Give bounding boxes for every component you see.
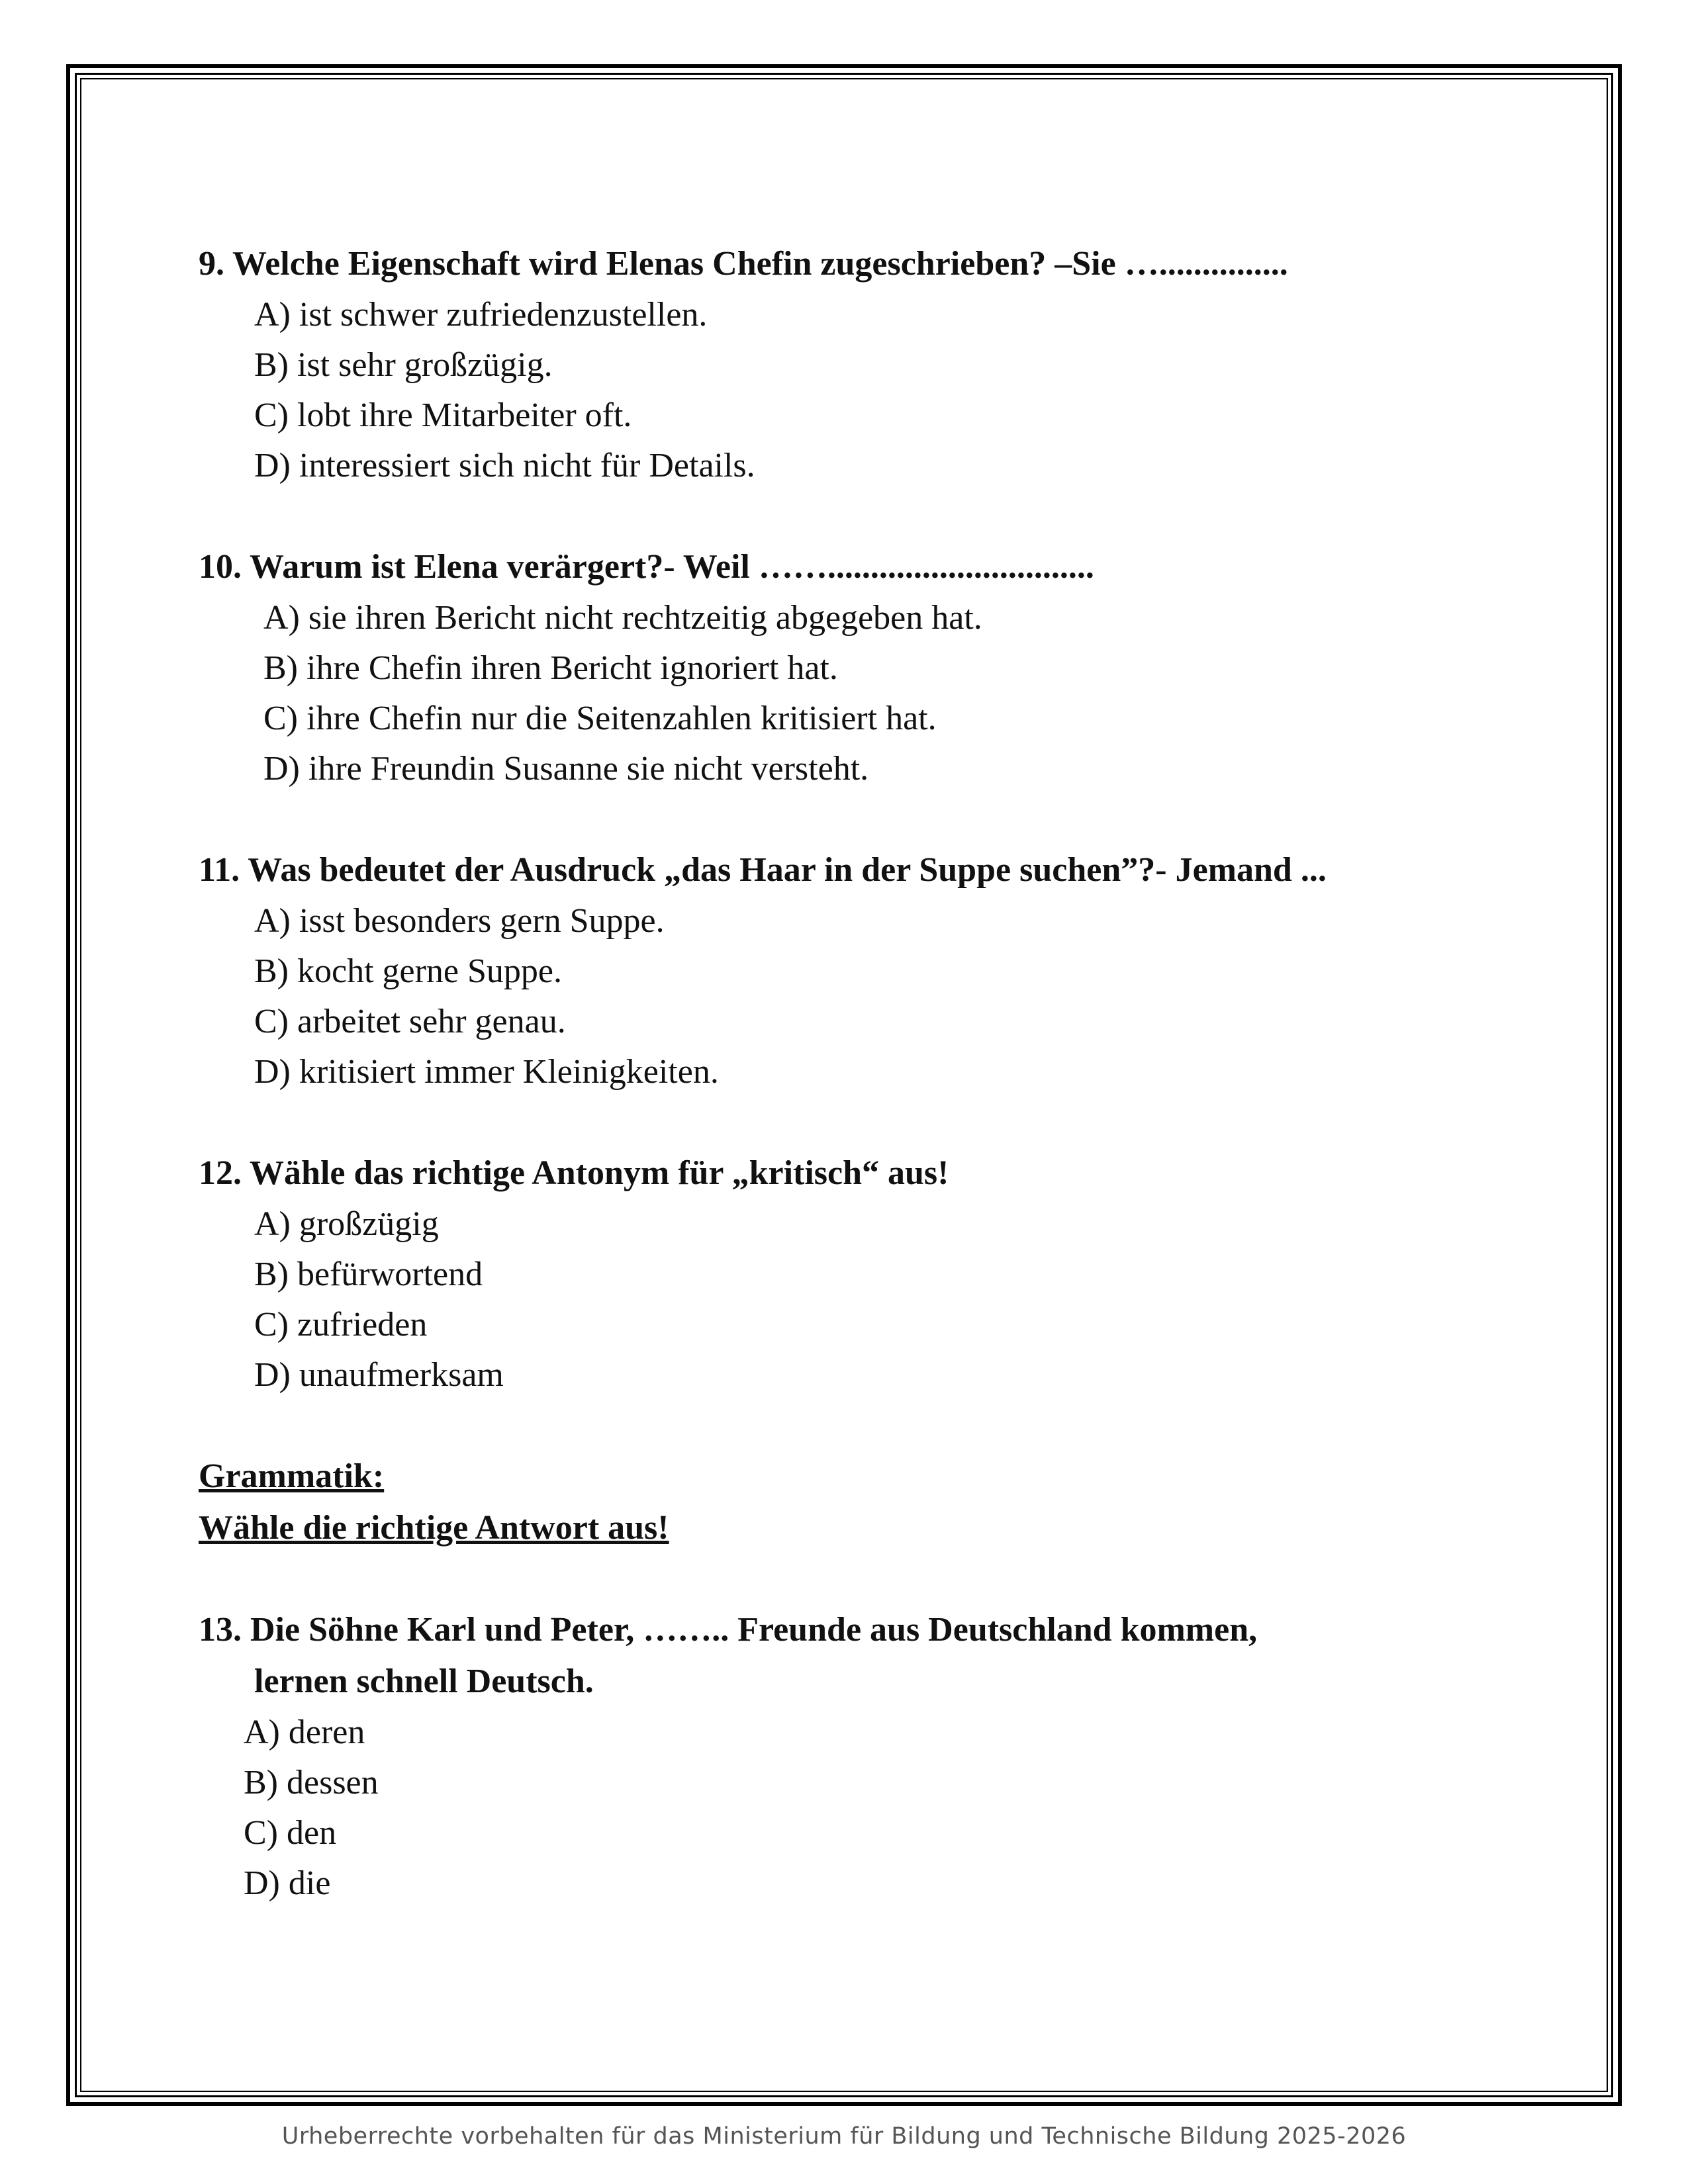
question-12 (199, 1148, 1523, 1400)
section-heading: Grammatik: (199, 1457, 385, 1495)
answer-option: B) kocht gerne Suppe. (254, 952, 563, 990)
question-title: 9. Welche Eigenschaft wird Elenas Chefin zugeschrieben? –Sie …............... (199, 245, 1288, 283)
answer-option: D) kritisiert immer Kleinigkeiten. (254, 1053, 719, 1091)
question-10 (199, 541, 1523, 794)
answer-option: B) dessen (244, 1764, 379, 1801)
question-11 (199, 844, 1523, 1097)
answer-option: C) arbeitet sehr genau. (254, 1003, 566, 1040)
question-title: 10. Warum ist Elena verärgert?- Weil ……............................... (199, 548, 1094, 586)
answer-option: C) zufrieden (254, 1306, 428, 1343)
question-title-continuation: lernen schnell Deutsch. (254, 1662, 594, 1700)
answer-option: A) sie ihren Bericht nicht rechtzeitig abgegeben hat. (263, 599, 982, 637)
question-9 (199, 238, 1523, 491)
answer-option: A) isst besonders gern Suppe. (254, 902, 665, 940)
answer-option: B) ihre Chefin ihren Bericht ignoriert hat. (263, 649, 838, 687)
question-title: 11. Was bedeutet der Ausdruck „das Haar in der Suppe suchen”?- Jemand ... (199, 851, 1327, 889)
answer-option: A) ist schwer zufriedenzustellen. (254, 296, 708, 334)
question-title: 13. Die Söhne Karl und Peter, …….. Freunde aus Deutschland kommen, (199, 1611, 1258, 1649)
question-title: 12. Wähle das richtige Antonym für „kritisch“ aus! (199, 1154, 949, 1192)
answer-option: D) die (244, 1864, 331, 1902)
answer-option: D) interessiert sich nicht für Details. (254, 447, 755, 484)
exam-content (199, 238, 1523, 1909)
answer-option: C) den (244, 1814, 337, 1852)
answer-option: B) befürwortend (254, 1255, 483, 1293)
copyright-footer: Urheberrechte vorbehalten für das Ministerium für Bildung und Technische Bildung 2025-2026 (281, 2123, 1407, 2150)
answer-option: B) ist sehr großzügig. (254, 346, 553, 384)
grammar-section (199, 1451, 1523, 1554)
section-instruction: Wähle die richtige Antwort aus! (199, 1509, 669, 1547)
answer-option: A) deren (244, 1713, 365, 1751)
question-13 (199, 1604, 1523, 1909)
answer-option: C) lobt ihre Mitarbeiter oft. (254, 396, 632, 434)
answer-option: D) unaufmerksam (254, 1356, 504, 1394)
answer-option: C) ihre Chefin nur die Seitenzahlen kritisiert hat. (263, 700, 937, 737)
answer-option: D) ihre Freundin Susanne sie nicht versteht. (263, 750, 869, 788)
answer-option: A) großzügig (254, 1205, 439, 1243)
